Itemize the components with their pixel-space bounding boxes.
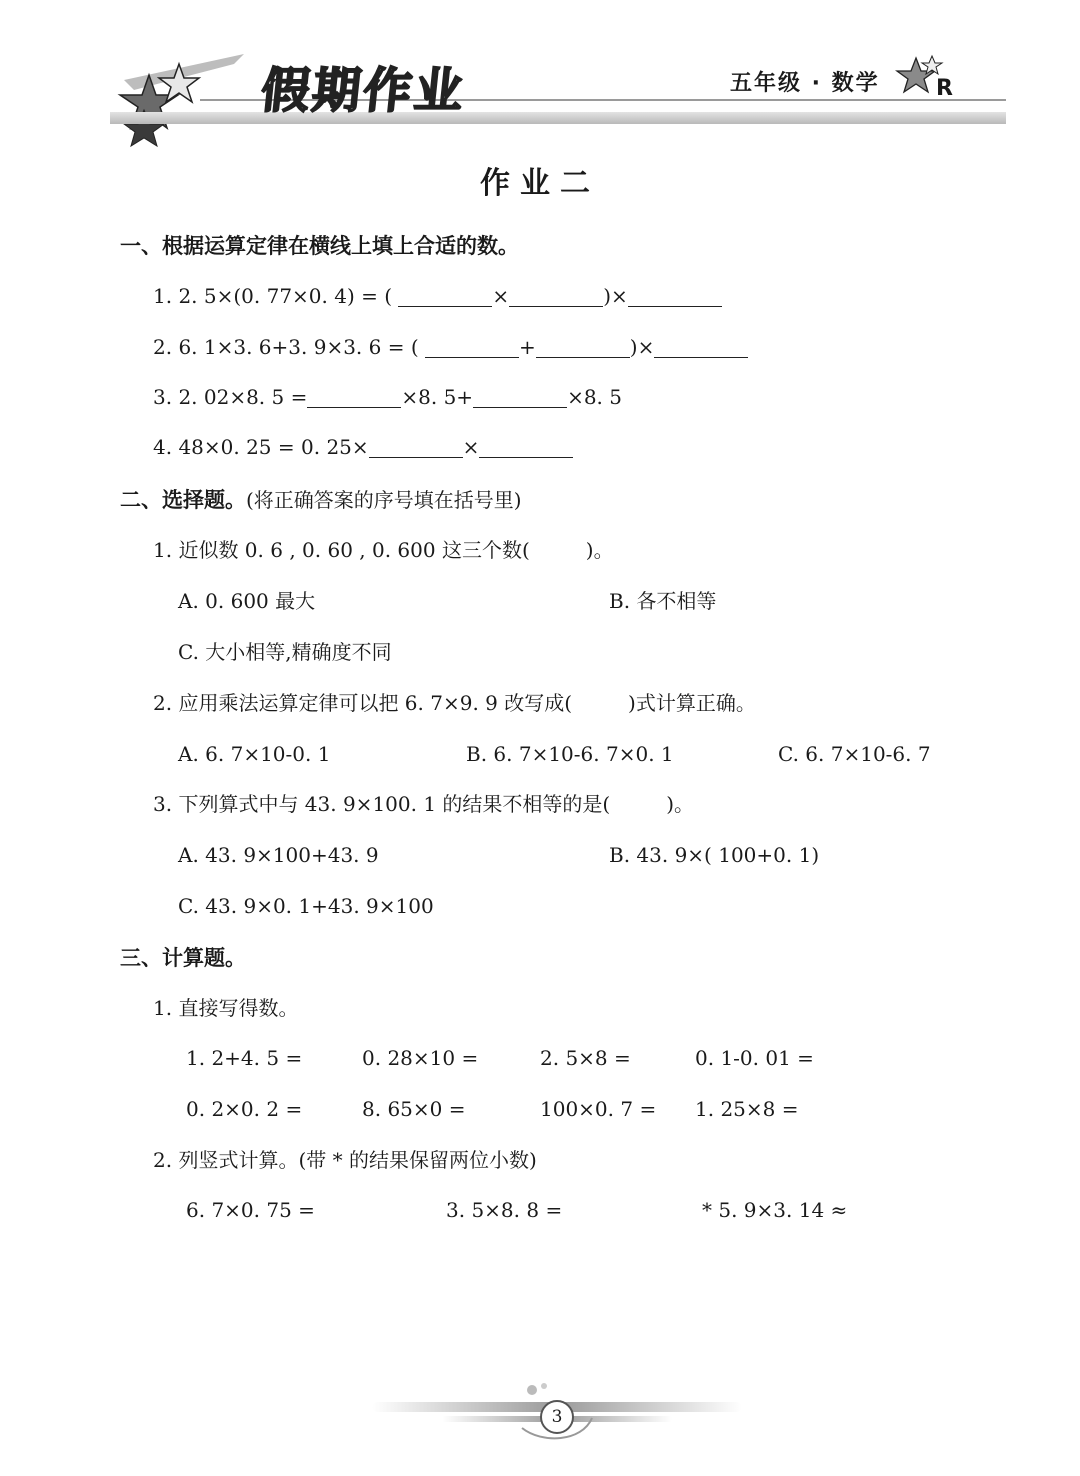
s2-q1-stem-a: 1. 近似数 0. 6 , 0. 60 , 0. 600 这三个数(: [153, 538, 530, 562]
answer-blank[interactable]: [628, 284, 722, 307]
calc-item: 100×0. 7 =: [540, 1097, 657, 1121]
s2-q2-option-a: A. 6. 7×10-0. 1: [178, 742, 331, 766]
s2-q2-option-b: B. 6. 7×10-6. 7×0. 1: [466, 742, 674, 766]
section1-heading: 一、根据运算定律在横线上填上合适的数。: [120, 234, 519, 258]
s1-item-2-text-b: +: [519, 335, 536, 359]
answer-blank[interactable]: [536, 335, 630, 358]
s1-item-3-text-b: ×8. 5+: [401, 385, 474, 409]
s3-sub1: 1. 直接写得数。: [153, 996, 299, 1020]
s1-item-1-text-c: )×: [603, 284, 628, 308]
s2-q3-option-a: A. 43. 9×100+43. 9: [178, 843, 379, 867]
section2-heading-note: (将正确答案的序号填在括号里): [246, 488, 522, 512]
header-badge: R: [936, 76, 953, 101]
answer-blank[interactable]: [369, 435, 463, 458]
calc-item: 0. 2×0. 2 =: [186, 1097, 303, 1121]
s1-item-4: [153, 433, 573, 461]
answer-blank[interactable]: [425, 335, 519, 358]
calc-item: 8. 65×0 =: [362, 1097, 466, 1121]
calc-item: 0. 28×10 =: [362, 1046, 479, 1070]
answer-blank[interactable]: [654, 335, 748, 358]
s2-q3-stem-a: 3. 下列算式中与 43. 9×100. 1 的结果不相等的是(: [153, 792, 611, 816]
answer-blank[interactable]: [473, 385, 567, 408]
s1-item-2: [153, 333, 748, 361]
s1-item-2-text-a: 2. 6. 1×3. 6+3. 9×3. 6 = (: [153, 335, 419, 359]
s2-q2-stem-a: 2. 应用乘法运算定律可以把 6. 7×9. 9 改写成(: [153, 691, 573, 715]
header-title: 假期作业: [258, 63, 469, 119]
header-bar: [110, 112, 1006, 124]
s2-q2-stem: [153, 689, 756, 717]
s1-item-4-text-a: 4. 48×0. 25 = 0. 25×: [153, 435, 369, 459]
vertical-calc-item: 3. 5×8. 8 =: [446, 1198, 563, 1222]
s1-item-1-text-a: 1. 2. 5×(0. 77×0. 4) = (: [153, 284, 393, 308]
s2-q3-stem: [153, 790, 694, 818]
vertical-calc-item: 6. 7×0. 75 =: [186, 1198, 315, 1222]
s2-q1-stem: [153, 536, 614, 564]
answer-blank[interactable]: [479, 435, 573, 458]
s2-q1-option-a: A. 0. 600 最大: [178, 589, 316, 613]
answer-blank[interactable]: [398, 284, 492, 307]
s2-q1-option-b: B. 各不相等: [609, 589, 717, 613]
page-number: 3: [540, 1400, 574, 1434]
s1-item-1-text-b: ×: [492, 284, 510, 308]
s1-item-1: [153, 282, 722, 310]
s2-q2-option-c: C. 6. 7×10-6. 7: [778, 742, 931, 766]
s1-item-3-text-a: 3. 2. 02×8. 5 =: [153, 385, 308, 409]
answer-blank[interactable]: [509, 284, 603, 307]
calc-item: 2. 5×8 =: [540, 1046, 631, 1070]
section2-heading-row: [120, 484, 522, 514]
s3-sub2: 2. 列竖式计算。(带 * 的结果保留两位小数): [153, 1148, 537, 1172]
header-subtitle: 五年级 · 数学: [730, 71, 880, 96]
s1-item-3-text-c: ×8. 5: [567, 385, 622, 409]
s1-item-3: [153, 383, 622, 411]
answer-blank[interactable]: [307, 385, 401, 408]
section2-heading: 二、选择题。: [120, 488, 246, 512]
s2-q1-stem-b: )。: [585, 538, 614, 562]
s1-item-2-text-c: )×: [629, 335, 655, 359]
s2-q3-option-b: B. 43. 9×( 100+0. 1): [609, 843, 820, 867]
s2-q1-option-c: C. 大小相等,精确度不同: [178, 640, 392, 664]
page-title: 作业二: [480, 166, 600, 201]
s2-q3-stem-b: )。: [666, 792, 695, 816]
calc-item: 1. 2+4. 5 =: [186, 1046, 303, 1070]
s2-q3-option-c: C. 43. 9×0. 1+43. 9×100: [178, 894, 434, 918]
calc-item: 1. 25×8 =: [695, 1097, 799, 1121]
vertical-calc-item: * 5. 9×3. 14 ≈: [702, 1198, 848, 1222]
calc-item: 0. 1-0. 01 =: [695, 1046, 814, 1070]
section3-heading: 三、计算题。: [120, 946, 246, 970]
s2-q2-stem-b: )式计算正确。: [628, 691, 756, 715]
s1-item-4-text-b: ×: [462, 435, 480, 459]
